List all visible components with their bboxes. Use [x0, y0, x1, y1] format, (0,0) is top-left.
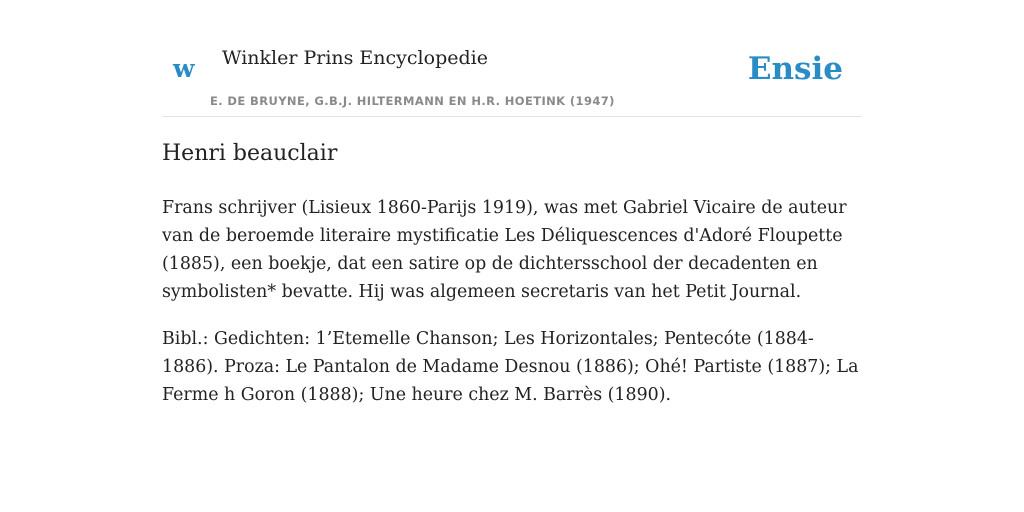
encyclopedia-header [162, 0, 862, 117]
publication-authors: E. DE BRUYNE, G.B.J. HILTERMANN EN H.R. HOETINK (1947) [210, 94, 615, 108]
article-bibliography: Bibl.: Gedichten: 1’Etemelle Chanson; Les Horizontales; Pentecóte (1884-1886). Proza: Le Pantalon de Madame Desnou (1886); Ohé! Partiste (1887); La Ferme h Goron (1888); Une heure chez M. Barrès (1890). [162, 329, 859, 405]
encyclopedia-logo-icon[interactable]: w [173, 54, 195, 83]
article-paragraph: Frans schrijver (Lisieux 1860-Parijs 1919), was met Gabriel Vicaire de auteur van de beroemde literaire mystificatie Les Déliquescences d'Adoré Floupette (1885), een boekje, dat een satire op de dichtersschool der decadenten en symbolisten* bevatte. Hij was algemeen secretaris van het Petit Journal. [162, 198, 847, 302]
ensie-logo[interactable]: Ensie [747, 51, 843, 87]
article [162, 138, 862, 428]
article-title: Henri beauclair [162, 141, 338, 166]
publication-title[interactable]: Winkler Prins Encyclopedie [222, 47, 488, 69]
